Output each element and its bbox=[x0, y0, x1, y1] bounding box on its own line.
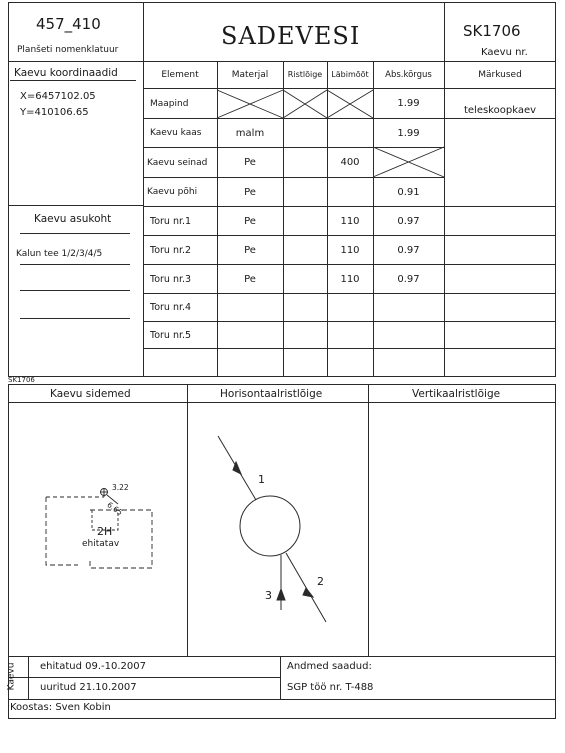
coord-x: X=6457102.05 bbox=[20, 91, 96, 102]
pipe-3-arrow bbox=[277, 589, 285, 600]
table-row-element: Toru nr.1 bbox=[150, 215, 192, 227]
well-id: SK1706 bbox=[463, 22, 521, 40]
table-row-element: Toru nr.3 bbox=[150, 273, 192, 285]
header-abs: Abs.kõrgus bbox=[385, 69, 432, 80]
footer-side-label: Kaevu bbox=[6, 662, 17, 691]
header-section: Ristlõige bbox=[287, 70, 323, 79]
table-row-diameter: 110 bbox=[340, 273, 360, 285]
coords-title: Kaevu koordinaadid bbox=[14, 67, 118, 79]
vertical-section-title: Vertikaalristlõige bbox=[412, 388, 501, 400]
table-row-material: Pe bbox=[244, 186, 256, 198]
building-sub: ehitatav bbox=[82, 539, 120, 549]
horizontal-section-title: Horisontaalristlõige bbox=[220, 388, 323, 400]
location-title: Kaevu asukoht bbox=[34, 213, 112, 225]
table-row-diameter: 110 bbox=[340, 244, 360, 256]
coord-y: Y=410106.65 bbox=[20, 107, 89, 118]
table-row-element: Maapind bbox=[150, 98, 189, 109]
footer-data-value: SGP töö nr. T-488 bbox=[287, 682, 374, 693]
header-material: Materjal bbox=[231, 69, 269, 80]
header-notes: Märkused bbox=[478, 69, 522, 80]
sheet-caption: Planšeti nomenklatuur bbox=[17, 45, 119, 55]
pipe-2-arrow bbox=[303, 588, 313, 597]
footer-author: Koostas: Sven Kobin bbox=[10, 702, 111, 713]
pipe-3-label: 3 bbox=[265, 589, 272, 602]
table-row-material: Pe bbox=[244, 157, 256, 168]
table-row-abs: 1.99 bbox=[397, 98, 420, 109]
footer-data-title: Andmed saadud: bbox=[287, 661, 372, 672]
table-row-element: Toru nr.2 bbox=[150, 244, 192, 256]
table-row-element: Kaevu seinad bbox=[147, 157, 208, 168]
links-title: Kaevu sidemed bbox=[50, 388, 131, 400]
table-row-element: Toru nr.5 bbox=[150, 329, 192, 341]
table-row-element: Kaevu põhi bbox=[147, 187, 198, 197]
table-row-abs: 1.99 bbox=[397, 127, 420, 139]
pipe-1-label: 1 bbox=[258, 473, 265, 486]
table-row-material: Pe bbox=[244, 215, 256, 227]
table-row-material: Pe bbox=[244, 273, 256, 285]
well-circle bbox=[240, 496, 300, 556]
sketch-dim-2: 6.65 bbox=[105, 500, 125, 518]
building-label: 2H bbox=[97, 525, 113, 538]
header-element: Element bbox=[161, 69, 199, 80]
well-caption: Kaevu nr. bbox=[481, 47, 528, 58]
small-well-id: SK1706 bbox=[8, 376, 35, 384]
table-row-abs: 0.91 bbox=[397, 186, 420, 198]
table-row-abs: 0.97 bbox=[397, 244, 420, 256]
page-title: SADEVESI bbox=[221, 22, 361, 50]
pipe-2-label: 2 bbox=[317, 575, 324, 588]
table-row-notes: teleskoopkaev bbox=[463, 105, 537, 116]
footer-surveyed: uuritud 21.10.2007 bbox=[40, 682, 137, 693]
table-row-diameter: 400 bbox=[340, 157, 360, 168]
table-row-material: Pe bbox=[244, 244, 256, 256]
sketch-dim-1: 3.22 bbox=[112, 483, 129, 492]
table-row-abs: 0.97 bbox=[397, 215, 420, 227]
table-row-material: malm bbox=[235, 127, 265, 139]
sheet-number: 457_410 bbox=[36, 15, 101, 33]
header-diameter: Läbimõõt bbox=[331, 70, 369, 79]
location-address: Kalun tee 1/2/3/4/5 bbox=[16, 249, 103, 259]
table-row-abs: 0.97 bbox=[397, 273, 420, 285]
table-row-diameter: 110 bbox=[340, 215, 360, 227]
table-row-element: Kaevu kaas bbox=[150, 128, 202, 138]
table-row-element: Toru nr.4 bbox=[150, 302, 192, 313]
footer-built: ehitatud 09.-10.2007 bbox=[40, 661, 146, 672]
